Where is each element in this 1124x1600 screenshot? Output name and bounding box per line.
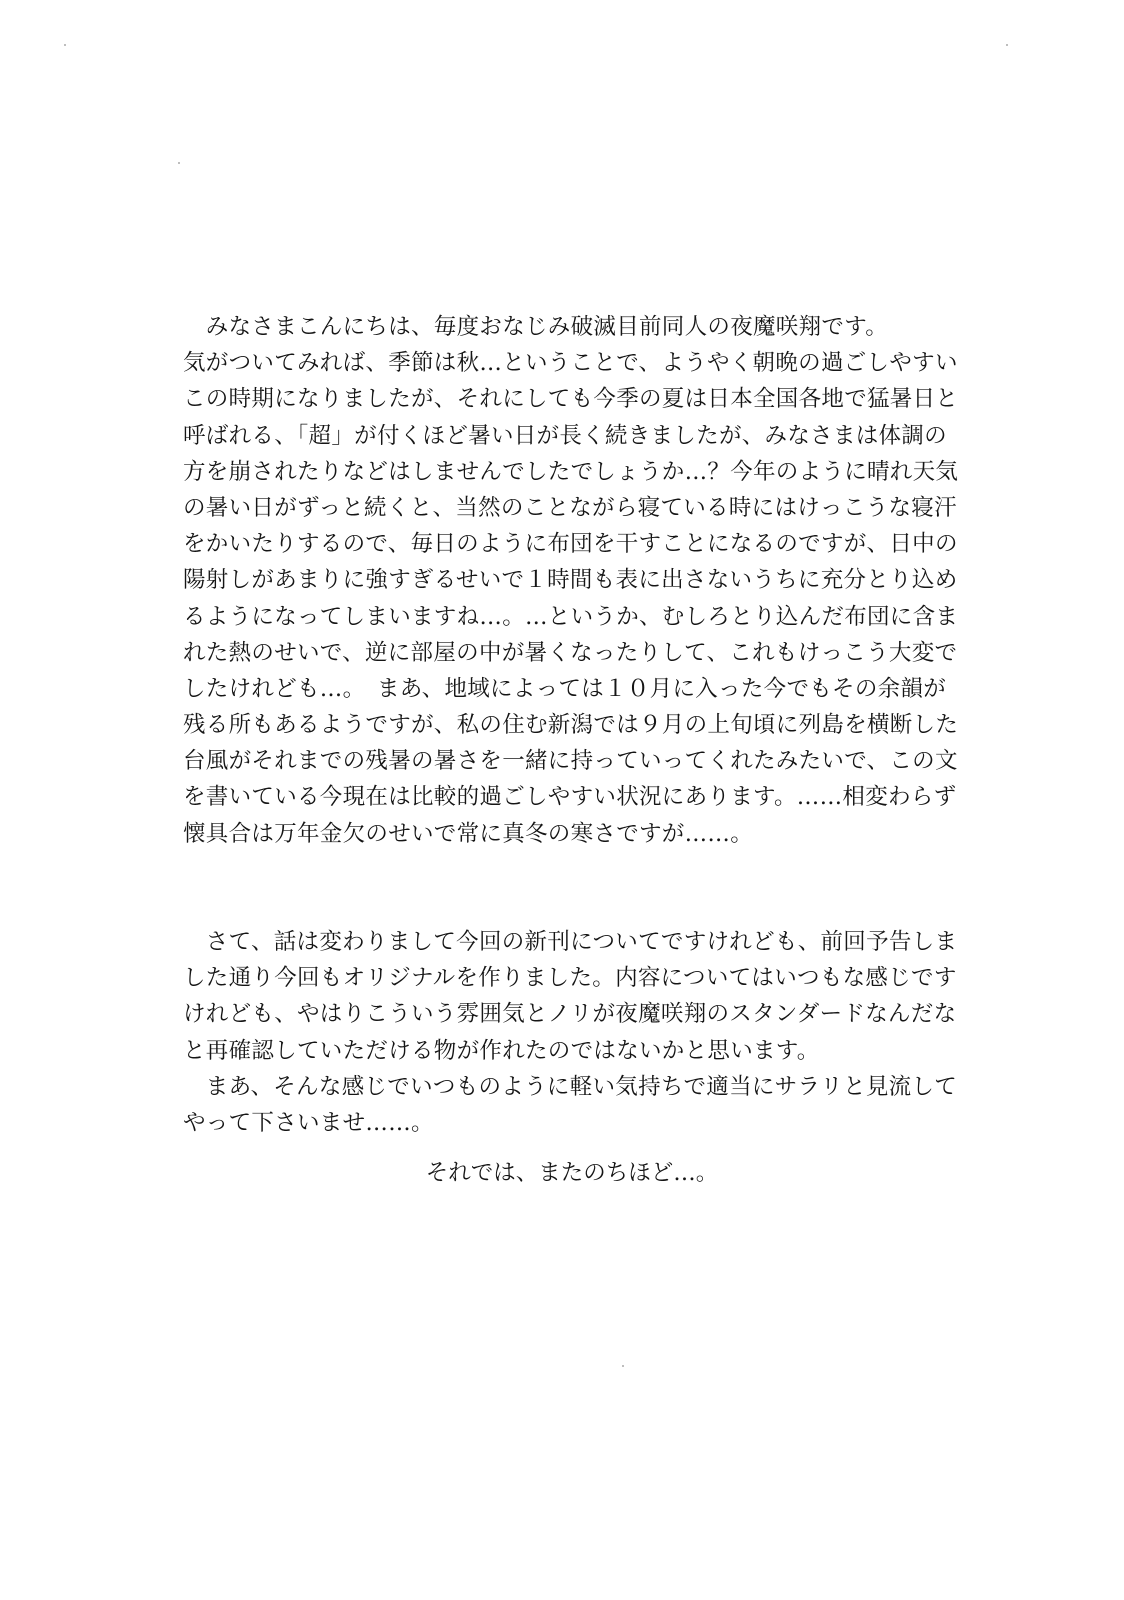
scan-speck	[178, 162, 180, 164]
text-line: と再確認していただける物が作れたのではないかと思います。	[183, 1037, 820, 1064]
text-line: 方を崩されたりなどはしませんでしたでしょうか…？今年のように晴れ天気	[183, 458, 959, 485]
text-line: さて、話は変わりまして今回の新刊についてですけれども、前回予告しま	[183, 929, 958, 955]
text-line: けれども、やはりこういう雰囲気とノリが夜魔咲翔のスタンダードなんだな	[183, 1001, 957, 1028]
paragraph-new-release	[183, 924, 973, 1141]
text-line: るようになってしまいますね…。…というか、むしろとり込んだ布団に含ま	[183, 603, 959, 630]
text-line: 台風がそれまでの残暑の暑さを一緒に持っていってくれたみたいで、この文	[183, 748, 958, 775]
text-line: 気がついてみれば、季節は秋…ということで、ようやく朝晩の過ごしやすい	[183, 350, 958, 377]
scan-speck	[1006, 44, 1008, 46]
text-line: した通り今回もオリジナルを作りました。内容についてはいつもな感じです	[183, 965, 957, 992]
text-line: この時期になりましたが、それにしても今季の夏は日本全国各地で猛暑日と	[183, 386, 959, 413]
text-line: をかいたりするので、毎日のように布団を干すことになるのですが、日中の	[183, 531, 958, 558]
text-line: を書いている今現在は比較的過ごしやすい状況にあります。……相変わらず	[183, 784, 957, 811]
text-line: まあ、そんな感じでいつものように軽い気持ちで適当にサラリと見流して	[183, 1073, 958, 1100]
text-line: 残る所もあるようですが、私の住む新潟では９月の上旬頃に列島を横断した	[183, 712, 959, 739]
text-line: 陽射しがあまりに強すぎるせいで１時間も表に出さないうちに充分とり込め	[183, 567, 958, 594]
text-line: 呼ばれる、「超」が付くほど暑い日が長く続きましたが、みなさまは体調の	[183, 422, 947, 449]
text-line: みなさまこんにちは、毎度おなじみ破滅目前同人の夜魔咲翔です。	[183, 314, 889, 340]
closing-line: それでは、またのちほど…。	[425, 1160, 719, 1186]
scan-speck	[64, 44, 66, 46]
text-line: れた熱のせいで、逆に部屋の中が暑くなったりして、これもけっこう大変で	[183, 639, 958, 666]
text-line: したけれども…。 まあ、地域によっては１０月に入った今でもその余韻が	[183, 675, 947, 702]
paragraph-greeting	[183, 309, 973, 852]
text-line: やって下さいませ……。	[183, 1109, 434, 1136]
text-line: 懐具合は万年金欠のせいで常に真冬の寒さですが……。	[183, 820, 754, 847]
text-line: の暑い日がずっと続くと、当然のことながら寝ている時にはけっこうな寝汗	[183, 494, 957, 521]
scan-speck	[622, 1365, 624, 1367]
